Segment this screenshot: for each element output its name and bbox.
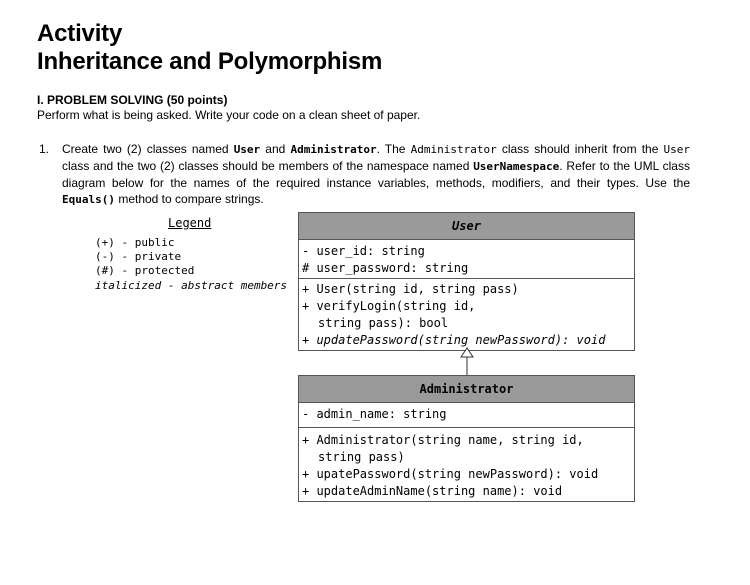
question-number: 1.	[39, 142, 50, 156]
question-text-part: method to compare strings.	[114, 192, 264, 206]
uml-methods	[299, 428, 634, 501]
uml-method-continuation: string pass): bool	[318, 316, 449, 330]
inheritance-arrow-icon	[455, 347, 479, 377]
uml-class-administrator	[298, 375, 635, 502]
code-administrator: Administrator	[290, 143, 377, 156]
legend-title: Legend	[168, 216, 212, 230]
legend-item-private: (-) - private	[95, 250, 182, 263]
uml-method-continuation: string pass)	[318, 450, 405, 464]
section-instruction: Perform what is being asked. Write your code on a clean sheet of paper.	[37, 108, 421, 122]
code-namespace: UserNamespace	[473, 160, 560, 173]
uml-method: + User(string id, string pass)	[302, 282, 519, 296]
legend-item-abstract: italicized - abstract members	[95, 279, 288, 292]
question-text	[62, 141, 690, 208]
code-equals: Equals()	[62, 193, 115, 206]
uml-class-name: User	[299, 213, 634, 240]
question-text-part: . Refer to the UML class diagram below for the names of the required instance variables, methods, modifiers, and their types. Use the	[62, 159, 690, 190]
page-subtitle: Inheritance and Polymorphism	[37, 48, 383, 75]
uml-attribute: - user_id: string	[302, 244, 425, 258]
code-user: User	[233, 143, 261, 156]
uml-attributes	[299, 240, 634, 279]
legend-item-public: (+) - public	[95, 236, 175, 249]
question-text-part: class and the two (2) classes should be members of the namespace named	[62, 159, 474, 173]
legend-item-protected: (#) - protected	[95, 264, 195, 277]
uml-attribute: - admin_name: string	[302, 407, 447, 421]
code-administrator-inline: Administrator	[410, 143, 497, 156]
uml-attribute: # user_password: string	[302, 261, 469, 275]
uml-method: + updateAdminName(string name): void	[302, 484, 563, 498]
section-heading: I. PROBLEM SOLVING (50 points)	[37, 93, 228, 107]
question-text-part: and	[260, 142, 291, 156]
question-text-part: Create two (2) classes named	[62, 142, 234, 156]
page-title: Activity	[37, 20, 123, 47]
question-text-part: . The	[376, 142, 411, 156]
uml-methods	[299, 279, 634, 350]
uml-method-abstract: + updatePassword(string newPassword): void	[302, 333, 606, 347]
uml-method: + Administrator(string name, string id,	[302, 433, 584, 447]
uml-attributes	[299, 403, 634, 428]
uml-method: + upatePassword(string newPassword): void	[302, 467, 599, 481]
question-text-part: class should inherit from the	[496, 142, 664, 156]
uml-method: + verifyLogin(string id,	[302, 299, 476, 313]
code-user-inline: User	[663, 143, 691, 156]
uml-class-name: Administrator	[299, 376, 634, 403]
uml-class-user	[298, 212, 635, 351]
